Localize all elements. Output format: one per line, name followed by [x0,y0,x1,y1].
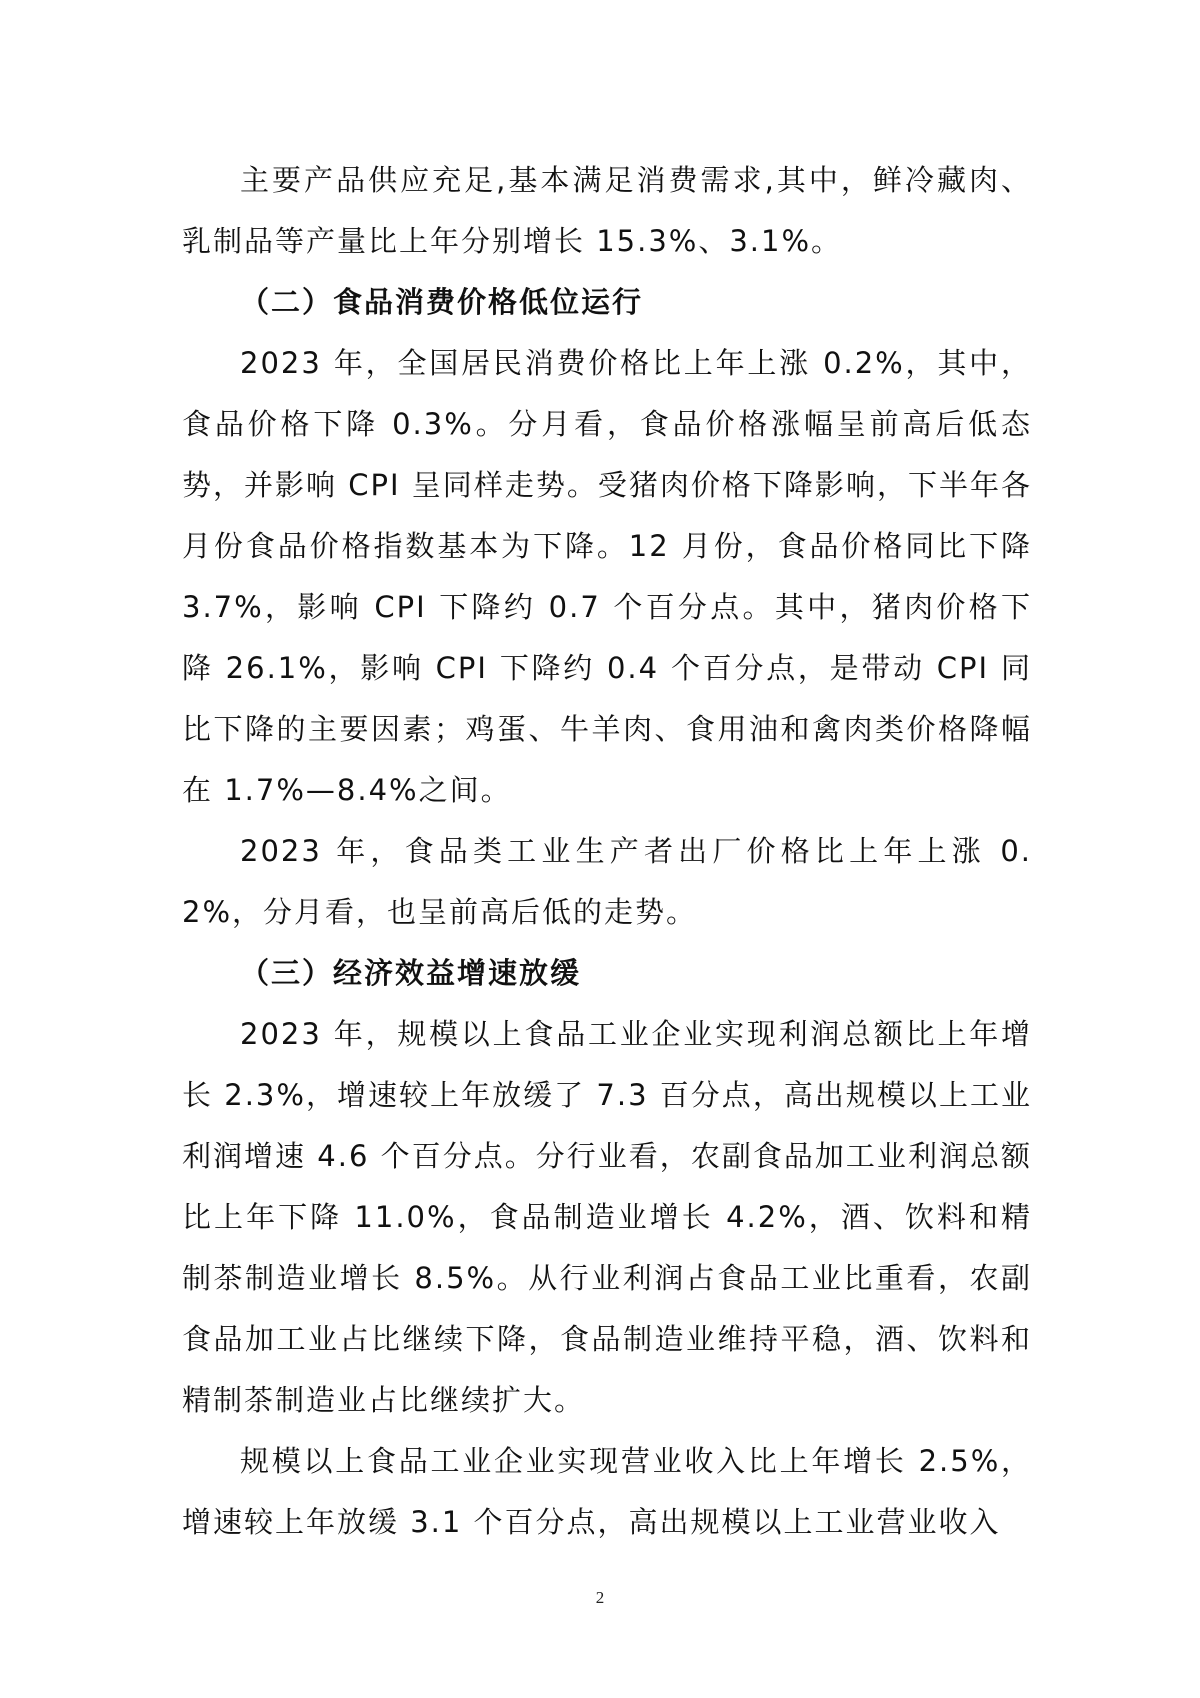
page-number: 2 [595,1588,605,1607]
paragraph-revenue: 规模以上食品工业企业实现营业收入比上年增长 2.5%，增速较上年放缓 3.1 个百分点，高出规模以上工业营业收入 [182,1444,1032,1539]
document-body [182,150,1032,1553]
section-heading-economic-benefit: （三）经济效益增速放缓 [240,956,582,990]
paragraph-product-supply: 主要产品供应充足,基本满足消费需求,其中，鲜冷藏肉、乳制品等产量比上年分别增长 15.3%、3.1%。 [182,163,1032,258]
paragraph-cpi: 2023 年，全国居民消费价格比上年上涨 0.2%，其中，食品价格下降 0.3%。分月看，食品价格涨幅呈前高后低态势，并影响 CPI 呈同样走势。受猪肉价格下降影响，下半年各月份食品价格指数基本为下降。12 月份，食品价格同比下降 3.7%，影响 CPI 下降约 0.7 个百分点。其中，猪肉价格下降 26.1%，影响 CPI 下降约 0.4 个百分点，是带动 CPI 同比下降的主要因素；鸡蛋、牛羊肉、食用油和禽肉类价格降幅在 1.7%—8.4%之间。 [182,346,1032,807]
paragraph-ppi: 2023 年，食品类工业生产者出厂价格比上年上涨 0.2%，分月看，也呈前高后低的走势。 [182,834,1032,929]
section-heading-food-prices: （二）食品消费价格低位运行 [240,285,644,319]
paragraph-profit: 2023 年，规模以上食品工业企业实现利润总额比上年增长 2.3%，增速较上年放缓了 7.3 百分点，高出规模以上工业利润增速 4.6 个百分点。分行业看，农副食品加工业利润总额比上年下降 11.0%，食品制造业增长 4.2%，酒、饮料和精制茶制造业增长 8.5%。从行业利润占食品工业比重看，农副食品加工业占比继续下降，食品制造业维持平稳，酒、饮料和精制茶制造业占比继续扩大。 [182,1017,1032,1417]
